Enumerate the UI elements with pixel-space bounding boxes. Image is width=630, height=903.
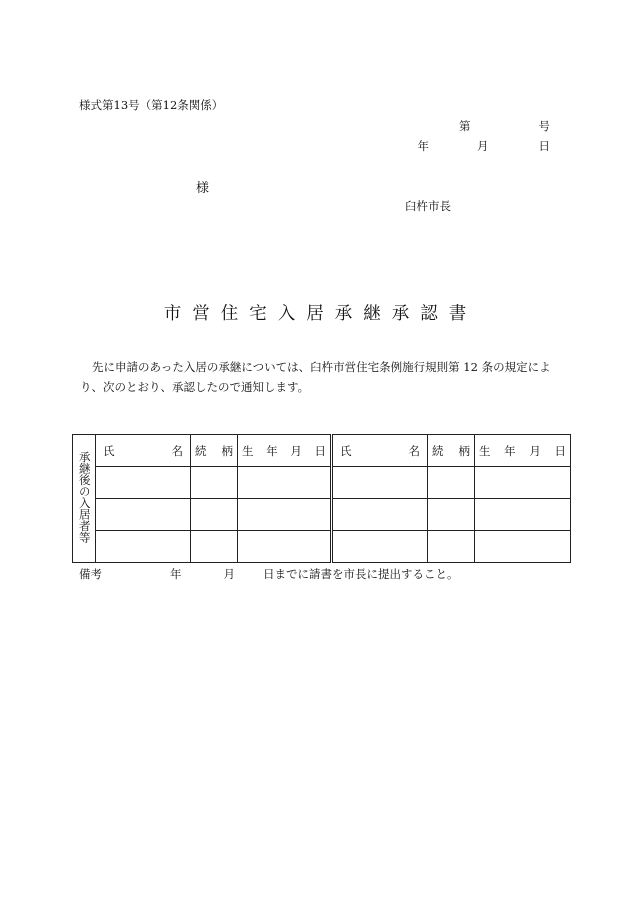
side-label-cell [73, 435, 96, 563]
number-suffix: 号 [538, 119, 550, 133]
document-number [459, 118, 550, 134]
date-year: 年 [417, 139, 429, 153]
cell-dob[interactable] [475, 467, 571, 499]
header-relation: 続 柄 [191, 435, 238, 467]
addressee: 様 [196, 181, 210, 196]
table-header-row [73, 435, 571, 467]
cell-name[interactable] [332, 467, 428, 499]
table-row [73, 467, 571, 499]
cell-relation[interactable] [428, 531, 475, 563]
cell-name[interactable] [96, 499, 191, 531]
table-row [73, 499, 571, 531]
date-month: 月 [477, 139, 489, 153]
remark-month: 月 [223, 567, 235, 581]
issue-date [418, 138, 551, 154]
header-dob-2: 生 年 月 日 [475, 435, 571, 467]
cell-relation[interactable] [191, 467, 238, 499]
notice-body: 先に申請のあった入居の承継については、臼杵市営住宅条例施行規則第 12 条の規定により、次のとおり、承認したので通知します。 [80, 360, 551, 394]
header-name: 氏 名 [96, 435, 191, 467]
side-label: 承継後の入居者等 [77, 451, 92, 543]
cell-name[interactable] [332, 499, 428, 531]
document-title: 市営住宅入居承継承認書 [163, 304, 478, 324]
cell-name[interactable] [96, 531, 191, 563]
cell-relation[interactable] [428, 467, 475, 499]
header-name-2: 氏 名 [332, 435, 428, 467]
cell-relation[interactable] [191, 531, 238, 563]
remark-year: 年 [170, 567, 182, 581]
cell-dob[interactable] [475, 531, 571, 563]
cell-dob[interactable] [238, 499, 332, 531]
remark-line [79, 566, 459, 582]
date-day: 日 [538, 139, 550, 153]
cell-relation[interactable] [191, 499, 238, 531]
remark-label: 備考 [79, 567, 102, 581]
table-row [73, 531, 571, 563]
cell-dob[interactable] [475, 499, 571, 531]
header-relation-2: 続 柄 [428, 435, 475, 467]
cell-dob[interactable] [238, 531, 332, 563]
issuer-name: 臼杵市長 [405, 199, 451, 213]
cell-name[interactable] [96, 467, 191, 499]
number-prefix: 第 [459, 119, 471, 133]
cell-name[interactable] [332, 531, 428, 563]
cell-relation[interactable] [428, 499, 475, 531]
form-number-label: 様式第13号（第12条関係） [79, 98, 224, 112]
header-dob: 生 年 月 日 [238, 435, 332, 467]
remark-text: 日までに請書を市長に提出すること。 [263, 567, 459, 581]
cell-dob[interactable] [238, 467, 332, 499]
successor-table [72, 434, 571, 563]
